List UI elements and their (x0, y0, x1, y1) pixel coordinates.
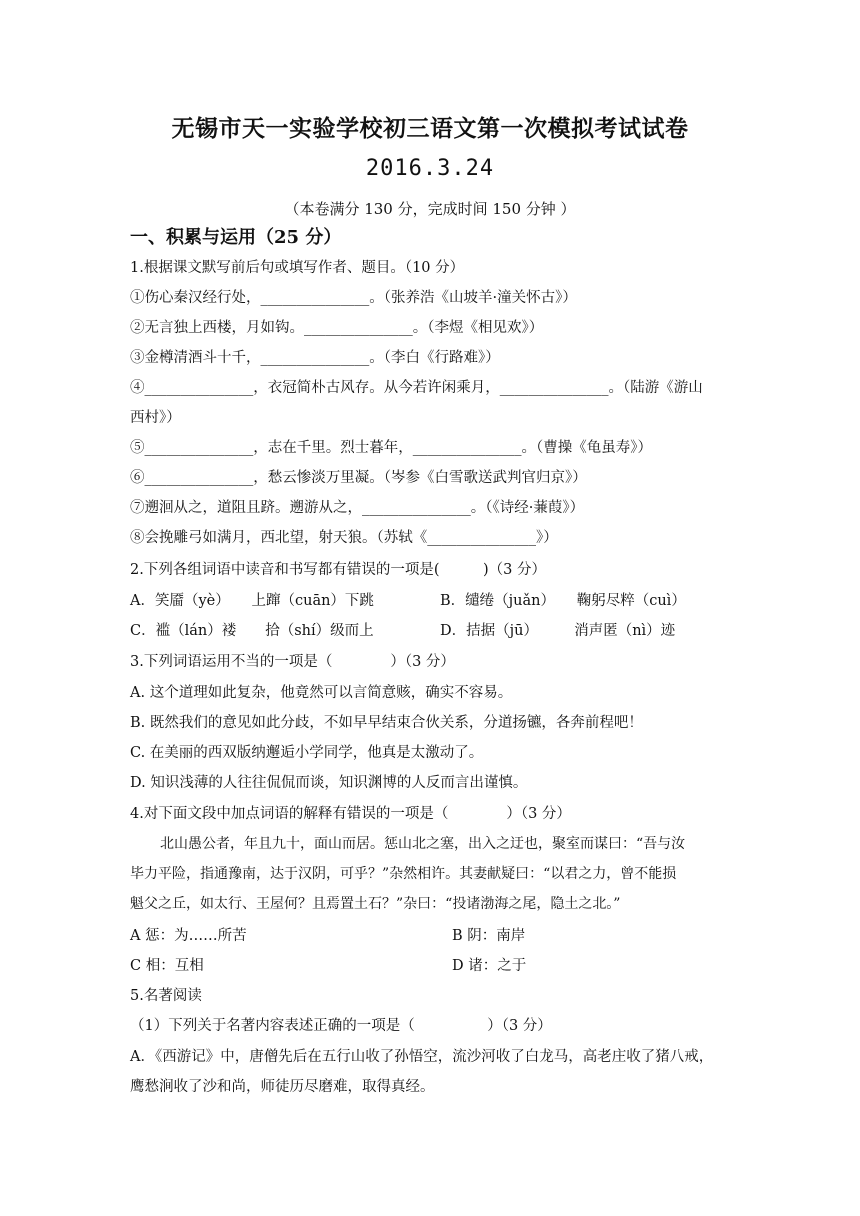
q3-option-d: D. 知识浅薄的人往往侃侃而谈，知识渊博的人反而言出谨慎。 (130, 775, 528, 791)
q4-passage-line-1: 北山愚公者，年且九十，面山而居。惩山北之塞，出入之迂也，聚室而谋曰：“吾与汝 (160, 836, 686, 852)
question-2-prompt: 2.下列各组词语中读音和书写都有错误的一项是( )（3 分） (130, 562, 546, 578)
q5-option-a-line-1: A．《西游记》中，唐僧先后在五行山收了孙悟空，流沙河收了白龙马，高老庄收了猪八戒， (130, 1049, 714, 1065)
exam-date: 2016.3.24 (365, 156, 495, 181)
exam-title: 无锡市天一实验学校初三语文第一次模拟考试试卷 (171, 115, 689, 142)
q5-option-a-line-2: 鹰愁涧收了沙和尚，师徒历尽磨难，取得真经。 (130, 1079, 435, 1095)
q1-item-6: ⑥_______________，愁云惨淡万里凝。（岑参《白雪歌送武判官归京》） (130, 470, 587, 486)
exam-note: （本卷满分 130 分，完成时间 150 分钟 ） (284, 200, 576, 218)
section-heading: 一、积累与运用（25 分） (130, 227, 342, 248)
q4-passage-line-3: 魁父之丘，如太行、王屋何？且焉置土石？”杂曰：“投诸渤海之尾，隐土之北。” (130, 896, 621, 912)
q1-item-1: ①伤心秦汉经行处，_______________。（张养浩《山坡羊·潼关怀古》） (130, 290, 577, 306)
q4-row-1 (130, 926, 740, 946)
question-4-prompt: 4.对下面文段中加点词语的解释有错误的一项是（ ）（3 分） (130, 806, 571, 822)
q5-subquestion-1: （1）下列关于名著内容表述正确的一项是（ ）（3 分） (130, 1018, 552, 1034)
question-3-prompt: 3.下列词语运用不当的一项是（ ）（3 分） (130, 654, 455, 670)
q4-row-2 (130, 956, 740, 976)
q4-option-b: B 阴：南岸 (452, 928, 526, 944)
q1-item-8: ⑧会挽雕弓如满月，西北望，射天狼。（苏轼《_______________》） (130, 530, 558, 546)
q3-option-b: B. 既然我们的意见如此分歧，不如早早结束合伙关系，分道扬镳，各奔前程吧！ (130, 715, 643, 731)
q4-option-c: C 相：互相 (130, 958, 204, 974)
q2-row-1 (130, 591, 740, 611)
q1-item-4: ④_______________，衣冠简朴古风存。从今若许闲乘月，_______________。（陆游《游山 (130, 380, 703, 396)
q2-option-b: B．缱绻（juǎn） 鞠躬尽粹（cuì） (440, 593, 686, 609)
q1-item-7: ⑦遡洄从之，道阻且跻。遡游从之，_______________。（《诗经·蒹葭》） (130, 500, 585, 516)
question-1-prompt: 1.根据课文默写前后句或填写作者、题目。（10 分） (130, 260, 465, 276)
q2-option-a: A．笑靥（yè） 上蹿（cuān）下跳 (130, 593, 374, 609)
q1-item-4-continued: 西村》） (130, 410, 181, 426)
question-5-heading: 5.名著阅读 (130, 988, 202, 1004)
q2-row-2 (130, 621, 740, 641)
q1-item-3: ③金樽清酒斗十千，_______________。（李白《行路难》） (130, 350, 500, 366)
q3-option-c: C. 在美丽的西双版纳邂逅小学同学，他真是太激动了。 (130, 745, 484, 761)
q3-option-a: A. 这个道理如此复杂，他竟然可以言简意赅，确实不容易。 (130, 685, 513, 701)
q4-option-d: D 诸：之于 (452, 958, 527, 974)
q1-item-5: ⑤_______________，志在千里。烈士暮年，_______________。（曹操《龟虽寿》） (130, 440, 652, 456)
q4-passage-line-2: 毕力平险，指通豫南，达于汉阴，可乎？”杂然相许。其妻献疑曰：“以君之力，曾不能损 (130, 866, 677, 882)
q1-item-2: ②无言独上西楼，月如钩。_______________。（李煜《相见欢》） (130, 320, 544, 336)
q2-option-c: C．褴（lán）褛 拾（shí）级而上 (130, 623, 374, 639)
q2-option-d: D．拮据（jū） 消声匿（nì）迹 (440, 623, 676, 639)
q4-option-a: A 惩：为……所苦 (130, 928, 247, 944)
